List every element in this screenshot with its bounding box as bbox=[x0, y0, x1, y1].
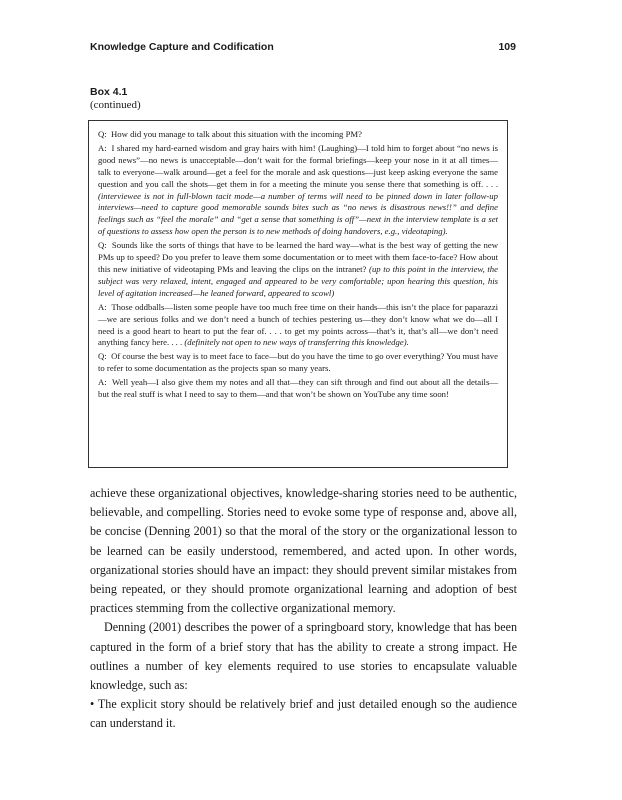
qa-tag: A: bbox=[98, 377, 107, 388]
body-text bbox=[90, 484, 517, 734]
qa-entry bbox=[98, 351, 498, 375]
qa-text: Of course the best way is to meet face to face—but do you have the time to go over everything? You must have to refer to some documentation as the projects span so many years. bbox=[98, 351, 499, 374]
body-paragraph: Denning (2001) describes the power of a springboard story, knowledge that has been captured in the form of a brief story that has the ability to create a strong impact. He outlines a number of key elements required to use stories to encapsulate valuable knowledge, such as: bbox=[90, 620, 517, 693]
qa-tag: A: bbox=[98, 142, 107, 153]
qa-tag: Q: bbox=[98, 351, 107, 362]
page-number: 109 bbox=[498, 41, 516, 53]
qa-entry bbox=[98, 240, 498, 300]
qa-tag: Q: bbox=[98, 240, 107, 251]
qa-entry bbox=[98, 302, 498, 350]
qa-text: Those oddballs—listen some people have too much free time on their hands—this isn’t the place for paparazzi—we are serious folks and we don’t need a bunch of techies pestering us—they don’t know what we do—all I need is a good heart to heart to put the fear of. . . . to get my points across—that’s it, that’s all—we don’t need anything fancy here. . . . bbox=[98, 301, 498, 348]
bullet-item: • The explicit story should be relatively brief and just detailed enough so the audience can understand it. bbox=[90, 697, 517, 731]
qa-text: Well yeah—I also give them my notes and all that—they can sift through and find out about all the details—but the real stuff is what I need to say to them—and that won’t be shown on YouTube any time soon! bbox=[98, 377, 499, 400]
qa-text: How did you manage to talk about this situation with the incoming PM? bbox=[111, 129, 362, 139]
interview-box bbox=[88, 120, 508, 468]
qa-text: Sounds like the sorts of things that have to be learned the hard way—what is the best way of getting the new PMs up to speed? Do you prefer to leave them some documentation or to meet with them face-to-face? How about this new initiative of videotaping PMs and leaving the clips on the intranet? bbox=[98, 240, 498, 274]
box-continued-label: (continued) bbox=[90, 99, 141, 111]
running-title: Knowledge Capture and Codification bbox=[90, 41, 274, 53]
qa-entry bbox=[98, 129, 498, 141]
qa-note: (interviewee is not in full-blown tacit mode—a number of terms will need to be pinned down in later follow-up interviews—need to capture good memorable sounds bites such as “no news is disastrous news!!” and define feelings such as “feel the morale” and “get a sense that something is off”—next in the interview template is a set of questions to assess how open the person is to new methods of doing handovers, e.g., videotaping). bbox=[98, 190, 498, 237]
running-header bbox=[90, 41, 516, 53]
qa-text: I shared my hard-earned wisdom and gray hairs with him! (Laughing)—I told him to forget about “no news is good news”—no news is unacceptable—don’t wait for the formal briefings—keep your nose in it at all times—talk to everyone—walk around—get a feel for the morale and ask questions—just keep asking everyone the same question and you call the shots—get them in for a meeting the minute you sense there that something is off. . . . bbox=[98, 142, 499, 189]
body-paragraph: achieve these organizational objectives, knowledge-sharing stories need to be authentic, believable, and compelling. Stories need to evoke some type of response and, above all, be concise (Denning 2001) so that the moral of the story or the organizational lesson to be learned can be easily understood, remembered, and acted upon. In other words, organizational stories should have an impact: they should prevent similar mistakes from being repeated, or they should promote organizational learning and adoption of best practices stemming from the collective organizational memory. bbox=[90, 486, 517, 616]
qa-entry bbox=[98, 143, 498, 238]
box-title: Box 4.1 bbox=[90, 86, 128, 98]
qa-tag: A: bbox=[98, 301, 107, 312]
qa-note: (definitely not open to new ways of transferring this knowledge). bbox=[184, 337, 409, 348]
qa-tag: Q: bbox=[98, 129, 107, 139]
qa-note: (up to this point in the interview, the subject was very relaxed, intent, engaged and appeared to be very comfortable; upon hearing this question, his level of agitation increased—he leaned forward, appeared to scowl) bbox=[98, 263, 499, 298]
qa-entry bbox=[98, 377, 498, 401]
